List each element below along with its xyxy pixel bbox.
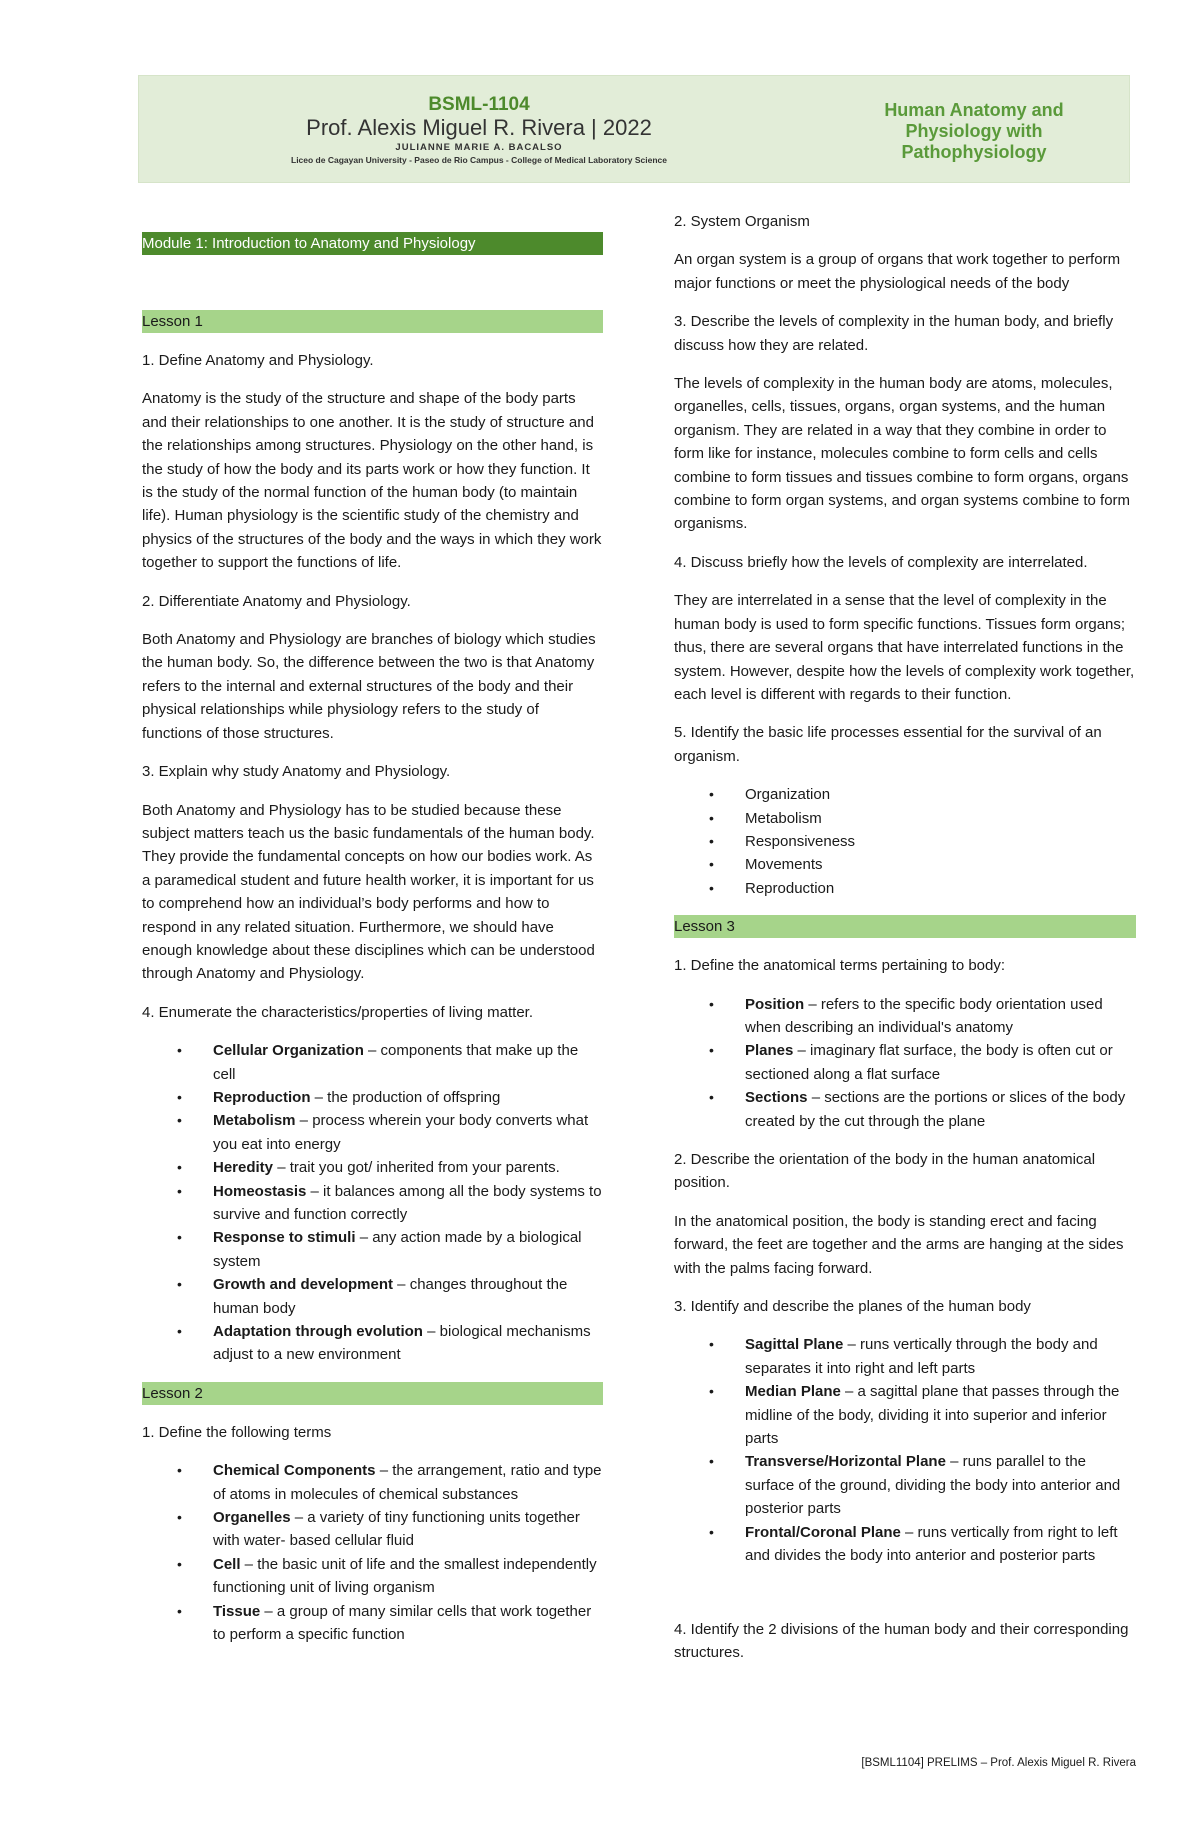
- term: Cell: [213, 1555, 241, 1573]
- page-footer: [BSML1104] PRELIMS – Prof. Alexis Miguel R. Rivera: [861, 1757, 1136, 1769]
- list-item: • Responsiveness: [674, 830, 1136, 853]
- lesson-1-title: Lesson 1: [142, 310, 603, 333]
- answer: In the anatomical position, the body is standing erect and facing forward, the feet are together and the arms are hanging at the sides with the palms facing forward.: [674, 1212, 1124, 1277]
- term-desc: – process wherein your body converts what you eat into energy: [213, 1112, 589, 1153]
- list-item: [142, 1226, 603, 1273]
- subject-title: Human Anatomy and Physiology with Pathophysiology: [884, 100, 1064, 162]
- question: 3. Identify and describe the planes of the human body: [674, 1298, 1031, 1316]
- term-desc: – a sagittal plane that passes through the midline of the body, dividing it into superior and inferior parts: [745, 1383, 1120, 1448]
- list-item: [142, 1506, 603, 1553]
- list-item: [674, 1450, 1136, 1520]
- right-column: [674, 210, 1136, 1679]
- list-item: • Organization: [674, 783, 1136, 806]
- term: Transverse/Horizontal Plane: [745, 1453, 946, 1471]
- list-item: [674, 1521, 1136, 1568]
- question: 4. Discuss briefly how the levels of complexity are interrelated.: [674, 553, 1088, 571]
- list-item: [674, 1333, 1136, 1380]
- question: 1. Define the anatomical terms pertaining to body:: [674, 957, 1006, 975]
- list-item: [674, 993, 1136, 1040]
- answer: An organ system is a group of organs that work together to perform major functions or meet the physiological needs of the body: [674, 251, 1121, 292]
- term-desc: – the production of offspring: [310, 1088, 501, 1106]
- list-item: [142, 1273, 603, 1320]
- term-desc: – components that make up the cell: [213, 1042, 579, 1083]
- list-item: [142, 1086, 603, 1109]
- term-desc: – runs vertically through the body and separates it into right and left parts: [745, 1336, 1098, 1377]
- term-desc: – any action made by a biological system: [213, 1229, 582, 1270]
- term: Sagittal Plane: [745, 1336, 844, 1354]
- term: Adaptation through evolution: [213, 1323, 423, 1341]
- answer: Anatomy is the study of the structure and shape of the body parts and their relationships to one another. It is the study of structure and the relationships among structures. Physiology on the other hand, is the study of how the body and its parts work or how they function. It is the study of the normal function of the human body (to maintain life). Human physiology is the scientific study of the chemistry and physics of the structures of the body and the ways in which they work together to support the functions of life.: [142, 390, 602, 572]
- professor-year: Prof. Alexis Miguel R. Rivera | 2022: [306, 115, 652, 140]
- answer: Both Anatomy and Physiology has to be studied because these subject matters teach us the basic fundamentals of the human body. They provide the fundamental concepts on how our bodies work. As a paramedical student and future health worker, it is important for us to comprehend how an individual’s body performs and how to respond in any related situation. Furthermore, we should have enough knowledge about these disciplines which can be understood through Anatomy and Physiology.: [142, 801, 595, 983]
- term: Position: [745, 995, 805, 1013]
- living-matter-list: [142, 1039, 603, 1367]
- question: 3. Describe the levels of complexity in the human body, and briefly discuss how they are related.: [674, 313, 1114, 354]
- term-desc: – imaginary flat surface, the body is often cut or sectioned along a flat surface: [745, 1042, 1113, 1083]
- question: 5. Identify the basic life processes essential for the survival of an organism.: [674, 724, 1102, 765]
- left-column: [142, 232, 603, 1662]
- term: Homeostasis: [213, 1182, 307, 1200]
- answer: Both Anatomy and Physiology are branches of biology which studies the human body. So, the difference between the two is that Anatomy refers to the internal and external structures of the body and their physical relationships while physiology refers to the study of functions of those structures.: [142, 631, 596, 742]
- question: 2. System Organism: [674, 213, 810, 230]
- term: Sections: [745, 1089, 808, 1107]
- list-item: [674, 1086, 1136, 1133]
- term-desc: – the basic unit of life and the smallest independently functioning unit of living organism: [213, 1555, 597, 1597]
- term-desc: – runs parallel to the surface of the ground, dividing the body into anterior and posterior parts: [745, 1453, 1121, 1518]
- term-desc: – a variety of tiny functioning units together with water- based cellular fluid: [213, 1509, 580, 1550]
- lesson-3-title: Lesson 3: [674, 915, 1136, 938]
- list-item: [142, 1600, 603, 1647]
- terms-list: [142, 1459, 603, 1646]
- term: Cellular Organization: [213, 1042, 364, 1060]
- list-item: [142, 1039, 603, 1086]
- document-header: [138, 75, 1130, 183]
- term-desc: – biological mechanisms adjust to a new environment: [213, 1323, 591, 1364]
- term: Metabolism: [213, 1112, 296, 1130]
- list-item: [142, 1553, 603, 1600]
- lesson-2-title: Lesson 2: [142, 1382, 603, 1405]
- list-item: [142, 1156, 603, 1179]
- term: Growth and development: [213, 1276, 394, 1294]
- term-desc: – it balances among all the body systems to survive and function correctly: [213, 1182, 602, 1223]
- term: Frontal/Coronal Plane: [745, 1523, 901, 1541]
- term: Median Plane: [745, 1383, 841, 1401]
- module-title: Module 1: Introduction to Anatomy and Physiology: [142, 232, 603, 255]
- term: Response to stimuli: [213, 1229, 356, 1247]
- term-desc: – changes throughout the human body: [213, 1276, 568, 1317]
- list-item: • Movements: [674, 853, 1136, 876]
- student-name: JULIANNE MARIE A. BACALSO: [395, 142, 563, 153]
- list-item: [142, 1109, 603, 1156]
- school-name: Liceo de Cagayan University - Paseo de Rio Campus - College of Medical Laboratory Science: [291, 155, 667, 165]
- term: Tissue: [213, 1602, 261, 1620]
- question: 4. Identify the 2 divisions of the human body and their corresponding structures.: [674, 1620, 1129, 1661]
- list-item: [142, 1180, 603, 1227]
- body-planes-list: [674, 1333, 1136, 1567]
- term-desc: – the arrangement, ratio and type of atoms in molecules of chemical substances: [213, 1462, 602, 1503]
- answer: They are interrelated in a sense that the level of complexity in the human body is used to form specific functions. Tissues form organs; thus, there are several organs that have interrelated functions in the system. However, despite how the levels of complexity work together, each level is different with regards to their function.: [674, 592, 1135, 703]
- list-item: • Reproduction: [674, 877, 1136, 900]
- term-desc: – trait you got/ inherited from your parents.: [273, 1159, 560, 1177]
- question: 3. Explain why study Anatomy and Physiology.: [142, 763, 451, 781]
- term: Organelles: [213, 1509, 291, 1527]
- list-item: [674, 1039, 1136, 1086]
- life-processes-list: [674, 783, 1136, 900]
- term: Planes: [745, 1042, 794, 1060]
- question: 2. Describe the orientation of the body in the human anatomical position.: [674, 1151, 1096, 1192]
- term-desc: – a group of many similar cells that work together to perform a specific function: [213, 1602, 592, 1644]
- answer: The levels of complexity in the human body are atoms, molecules, organelles, cells, tissues, organs, organ systems, and the human organism. They are related in a way that they combine in order to form like for instance, molecules combine to form cells and cells combine to form tissues and tissues combine to form organs, organs combine to form organ systems, and organ systems combine to form organisms.: [674, 375, 1131, 533]
- term-desc: – sections are the portions or slices of the body created by the cut through the plane: [745, 1089, 1126, 1130]
- list-item: [674, 1380, 1136, 1450]
- list-item: [142, 1459, 603, 1506]
- course-code: BSML-1104: [428, 94, 530, 115]
- term: Heredity: [213, 1159, 274, 1177]
- question: 1. Define the following terms: [142, 1423, 332, 1441]
- question: 4. Enumerate the characteristics/properties of living matter.: [142, 1003, 534, 1021]
- term-desc: – refers to the specific body orientation used when describing an individual's anatomy: [745, 995, 1103, 1036]
- anatomical-terms-list: [674, 993, 1136, 1133]
- question: 2. Differentiate Anatomy and Physiology.: [142, 592, 411, 610]
- list-item: • Metabolism: [674, 807, 1136, 830]
- question: 1. Define Anatomy and Physiology.: [142, 352, 374, 369]
- term-desc: – runs vertically from right to left and divides the body into anterior and posterior parts: [745, 1523, 1118, 1565]
- list-item: [142, 1320, 603, 1367]
- term: Reproduction: [213, 1088, 311, 1106]
- term: Chemical Components: [213, 1462, 376, 1480]
